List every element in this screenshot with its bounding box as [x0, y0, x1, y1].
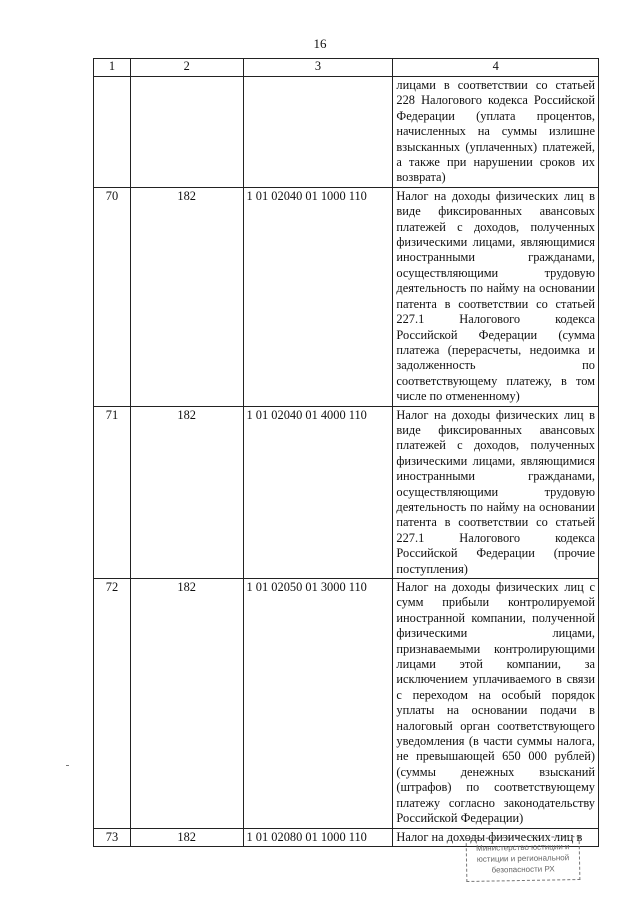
row-budget-code: 1 01 02040 01 4000 110 — [243, 406, 393, 578]
row-number: 73 — [94, 828, 131, 846]
scan-mark — [66, 765, 69, 766]
row-admin-code: 182 — [130, 187, 243, 406]
row-description: Налог на доходы физических лиц с сумм прибыли контролируемой иностранной компании, полученной физическими лицами, признаваемыми контролирующими лицами этой компании, за исключением уплачиваемого в связи с переходом на особый порядок уплаты на основании подачи в налоговый орган соответствующего уведомления (в части суммы налога, не превышающей 650 000 рублей) (суммы денежных взысканий (штрафов) по соответствующему платежу согласно законодательству Российской Федерации) — [393, 579, 599, 829]
revenue-codes-table — [93, 58, 599, 847]
row-number: 72 — [94, 579, 131, 829]
row-budget-code: 1 01 02080 01 1000 110 — [243, 828, 393, 846]
stamp-line: юстиции и региональной — [476, 853, 570, 864]
row-description: Налог на доходы физических лиц в — [393, 828, 599, 846]
stamp-line: безопасности РХ — [491, 864, 555, 875]
stamp-line: Министерство юстиции и — [476, 842, 570, 853]
row-admin-code: 182 — [130, 406, 243, 578]
row-description: Налог на доходы физических лиц в виде фиксированных авансовых платежей с доходов, полученных физическими лицами, являющимися иностранными гражданами, осуществляющими трудовую деятельность по найму на основании патента в соответствии со статьей 227.1 Налогового кодекса Российской Федерации (прочие поступления) — [393, 406, 599, 578]
row-admin-code: 182 — [130, 579, 243, 829]
page-number: 16 — [313, 36, 327, 51]
row-budget-code: 1 01 02050 01 3000 110 — [243, 579, 393, 829]
row-description: Налог на доходы физических лиц в виде фиксированных авансовых платежей с доходов, полученных физическими лицами, являющимися иностранными гражданами, осуществляющими трудовую деятельность по найму на основании патента в соответствии со статьей 227.1 Налогового кодекса Российской Федерации (сумма платежа (перерасчеты, недоимка и задолженность по соответствующему платежу, в том числе по отмененному) — [393, 187, 599, 406]
row-admin-code: 182 — [130, 828, 243, 846]
table-row — [94, 406, 599, 578]
column-header: 3 — [243, 59, 393, 77]
column-header: 4 — [393, 59, 599, 77]
row-number: 70 — [94, 187, 131, 406]
row-number: 71 — [94, 406, 131, 578]
table-row-continuation — [94, 77, 599, 188]
column-header: 2 — [130, 59, 243, 77]
column-header: 1 — [94, 59, 131, 77]
row-budget-code: 1 01 02040 01 1000 110 — [243, 187, 393, 406]
table-header-row — [94, 59, 599, 77]
row-description: лицами в соответствии со статьей 228 Налогового кодекса Российской Федерации (уплата процентов, начисленных на суммы излишне взысканных (уплаченных) платежей, а также при нарушении сроков их возврата) — [393, 77, 599, 188]
table-row — [94, 187, 599, 406]
registration-stamp — [466, 836, 581, 882]
table-row — [94, 579, 599, 829]
